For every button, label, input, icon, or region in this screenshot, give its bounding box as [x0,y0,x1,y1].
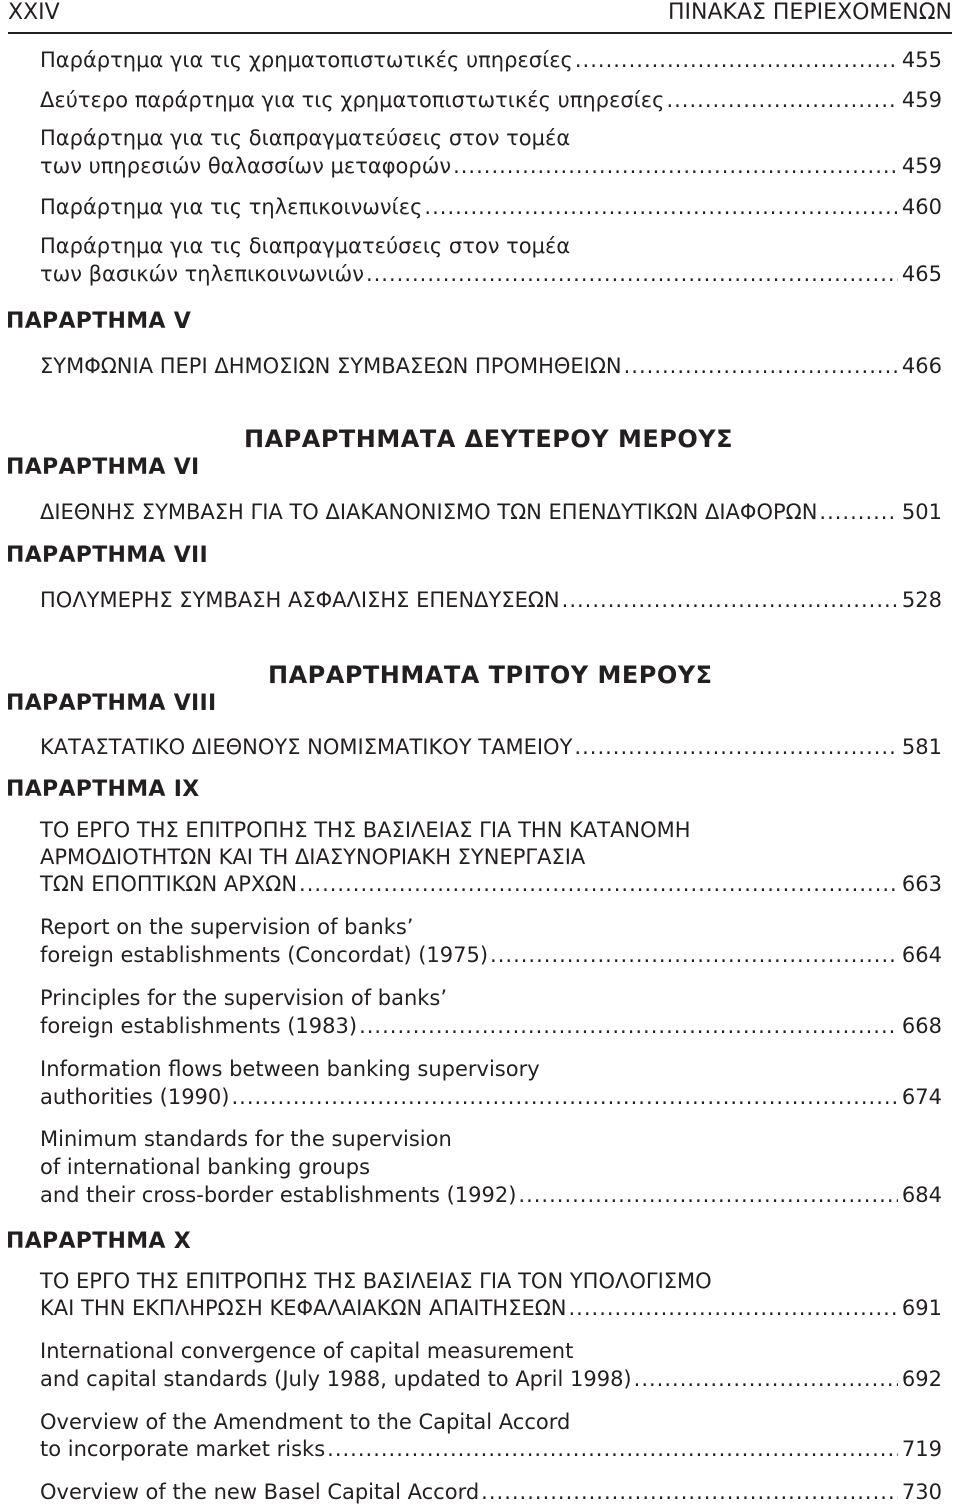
dot-leader [634,1365,898,1393]
annex-heading: ΠΑΡΑΡΤΗΜΑ X [6,1229,191,1254]
toc-entry-text: ΠΟΛΥΜΕΡΗΣ ΣΥΜΒΑΣΗ ΑΣΦΑΛΙΣΗΣ ΕΠΕΝΔΥΣΕΩΝ [40,588,560,612]
toc-entry-page: 664 [901,943,942,967]
dot-leader [490,941,898,969]
toc-entry-page: 455 [901,48,942,72]
annex-heading: ΠΑΡΑΡΤΗΜΑ V [6,309,192,334]
dot-leader [424,193,897,221]
toc-entry-text-line1: Παράρτημα για τις διαπραγματεύσεις στον τομέα [40,234,571,258]
dot-leader [562,586,898,614]
annex-heading: ΠΑΡΑΡΤΗΜΑ VIII [6,691,217,716]
annex-heading: ΠΑΡΑΡΤΗΜΑ IX [6,777,200,802]
toc-entry-text: ΔΙΕΘΝΗΣ ΣΥΜΒΑΣΗ ΓΙΑ ΤΟ ΔΙΑΚΑΝΟΝΙΣΜΟ ΤΩΝ ΕΠΕΝΔΥΤΙΚΩΝ ΔΙΑΦΟΡΩΝ [40,500,818,524]
dot-leader [624,352,898,380]
toc-entry-text-line1: International convergence of capital measurement [40,1339,574,1363]
toc-entry-text-line1: Overview of the Amendment to the Capital Accord [40,1410,571,1434]
dot-leader [359,1012,898,1040]
page-number: XXIV [8,0,60,25]
dot-leader [518,1181,898,1209]
toc-entry[interactable] [40,152,942,180]
toc-entry-page: 466 [901,354,942,378]
dot-leader [299,870,898,898]
toc-entry-text-line2: authorities (1990) [40,1085,230,1109]
toc-entry-text-line2: foreign establishments (1983) [40,1014,358,1038]
toc-entry-text-line1: ΤΟ ΕΡΓΟ ΤΗΣ ΕΠΙΤΡΟΠΗΣ ΤΗΣ ΒΑΣΙΛΕΙΑΣ ΓΙΑ ΤΗΝ ΚΑΤΑΝΟΜΗ [40,818,691,842]
toc-entry-page: 459 [901,154,942,178]
toc-entry[interactable] [40,352,942,380]
toc-entry[interactable] [40,870,942,898]
dot-leader [231,1083,897,1111]
toc-entry-page: 668 [901,1014,942,1038]
dot-leader [453,152,898,180]
toc-entry[interactable] [40,1294,942,1322]
toc-entry-text: ΚΑΤΑΣΤΑΤΙΚΟ ΔΙΕΘΝΟΥΣ ΝΟΜΙΣΜΑΤΙΚΟΥ ΤΑΜΕΙΟΥ [40,735,573,759]
toc-entry-text-line3: ΤΩΝ ΕΠΟΠΤΙΚΩΝ ΑΡΧΩΝ [40,872,298,896]
header-rule [8,32,952,34]
toc-entry-page: 684 [901,1183,942,1207]
toc-entry[interactable] [40,941,942,969]
toc-entry-text-line2: and capital standards (July 1988, updated to April 1998) [40,1367,632,1391]
toc-entry[interactable] [40,1365,942,1393]
toc-entry[interactable] [40,733,942,761]
toc-entry-text: Παράρτημα για τις χρηματοπιστωτικές υπηρεσίες [40,48,573,72]
toc-entry[interactable] [40,86,942,114]
dot-leader [481,1478,898,1506]
toc-entry-text-line2: to incorporate market risks [40,1437,326,1461]
running-title: ΠΙΝΑΚΑΣ ΠΕΡΙΕΧΟΜΕΝΩΝ [667,0,952,25]
toc-entry[interactable] [40,1012,942,1040]
toc-entry-page: 581 [901,735,942,759]
toc-entry[interactable] [40,193,942,221]
dot-leader [574,733,897,761]
toc-entry-text-line2: foreign establishments (Concordat) (1975) [40,943,489,967]
toc-entry[interactable] [40,498,942,526]
toc-entry-text-line1: Minimum standards for the supervision [40,1127,452,1151]
dot-leader [366,260,898,288]
toc-entry-text-line3: and their cross-border establishments (1992) [40,1183,517,1207]
toc-entry-text-line2: of international banking groups [40,1155,371,1179]
toc-entry-text: Overview of the new Basel Capital Accord [40,1480,480,1504]
dot-leader [327,1435,898,1463]
toc-entry[interactable] [40,260,942,288]
toc-entry-text-line1: Παράρτημα για τις διαπραγματεύσεις στον τομέα [40,126,571,150]
toc-entry-page: 460 [901,195,942,219]
toc-entry-text: ΣΥΜΦΩΝΙΑ ΠΕΡΙ ΔΗΜΟΣΙΩΝ ΣΥΜΒΑΣΕΩΝ ΠΡΟΜΗΘΕΙΩΝ [40,354,622,378]
toc-entry[interactable] [40,1083,942,1111]
dot-leader [569,1294,898,1322]
toc-entry[interactable] [40,1181,942,1209]
toc-entry-page: 501 [901,500,942,524]
part-title: ΠΑΡΑΡΤΗΜΑΤΑ ΤΡΙΤΟΥ ΜΕΡΟΥΣ [268,661,713,689]
part-title: ΠΑΡΑΡΤΗΜΑΤΑ ΔΕΥΤΕΡΟΥ ΜΕΡΟΥΣ [244,425,734,453]
toc-entry-text-line1: Information flows between banking supervisory [40,1057,540,1081]
dot-leader [666,86,897,114]
toc-entry-text-line1: ΤΟ ΕΡΓΟ ΤΗΣ ΕΠΙΤΡΟΠΗΣ ΤΗΣ ΒΑΣΙΛΕΙΑΣ ΓΙΑ ΤΟΝ ΥΠΟΛΟΓΙΣΜΟ [40,1269,712,1293]
toc-entry-page: 663 [901,872,942,896]
toc-entry-text-line2: ΑΡΜΟΔΙΟΤΗΤΩΝ ΚΑΙ ΤΗ ΔΙΑΣΥΝΟΡΙΑΚΗ ΣΥΝΕΡΓΑΣΙΑ [40,845,586,869]
toc-entry-page: 459 [901,88,942,112]
toc-entry-page: 692 [901,1367,942,1391]
toc-entry-text-line1: Principles for the supervision of banks’ [40,986,448,1010]
toc-entry[interactable] [40,46,942,74]
annex-heading: ΠΑΡΑΡΤΗΜΑ VI [6,455,200,480]
toc-entry-text-line2: των βασικών τηλεπικοινωνιών [40,262,364,286]
annex-heading: ΠΑΡΑΡΤΗΜΑ VII [6,543,209,568]
toc-entry[interactable] [40,1478,942,1506]
toc-entry[interactable] [40,586,942,614]
toc-entry[interactable] [40,1435,942,1463]
toc-entry-text-line2: ΚΑΙ ΤΗΝ ΕΚΠΛΗΡΩΣΗ ΚΕΦΑΛΑΙΑΚΩΝ ΑΠΑΙΤΗΣΕΩΝ [40,1296,567,1320]
toc-entry-text-line1: Report on the supervision of banks’ [40,915,414,939]
toc-entry-page: 730 [901,1480,942,1504]
toc-entry-page: 691 [901,1296,942,1320]
toc-entry-page: 719 [901,1437,942,1461]
toc-entry-page: 528 [901,588,942,612]
toc-entry-page: 674 [901,1085,942,1109]
toc-entry-text: Δεύτερο παράρτημα για τις χρηματοπιστωτικές υπηρεσίες [40,88,665,112]
toc-entry-text-line2: των υπηρεσιών θαλασσίων μεταφορών [40,154,452,178]
toc-entry-page: 465 [901,262,942,286]
dot-leader [575,46,898,74]
dot-leader [819,498,898,526]
toc-entry-text: Παράρτημα για τις τηλεπικοινωνίες [40,195,423,219]
